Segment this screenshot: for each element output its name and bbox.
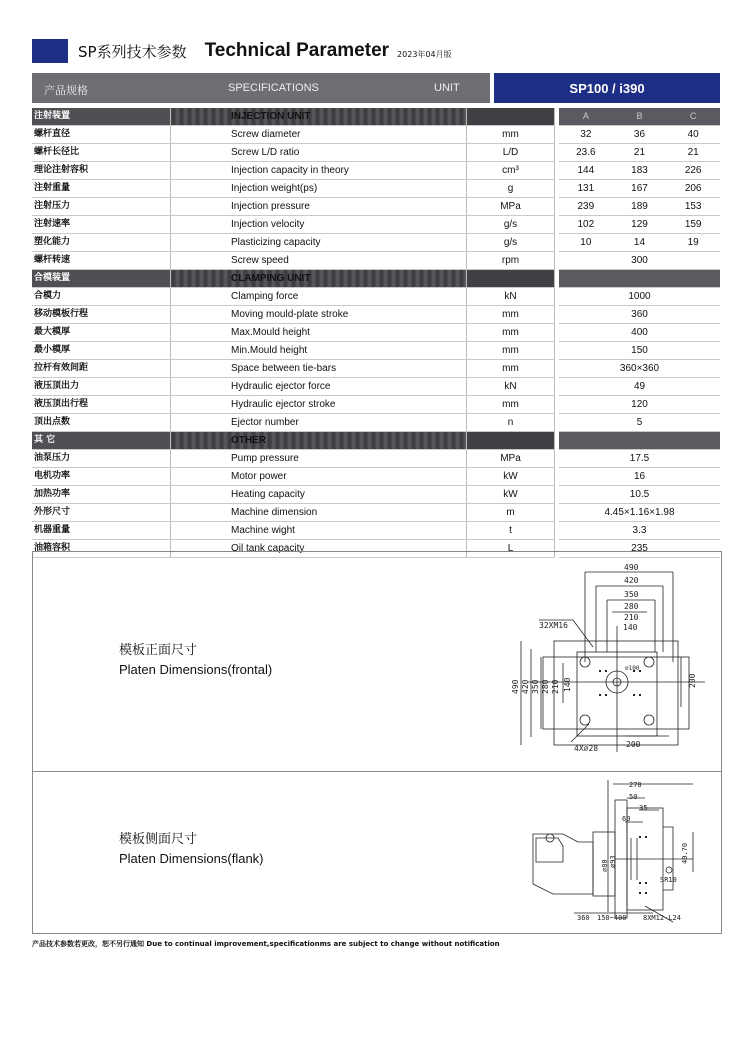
row-value: 183 xyxy=(613,162,667,180)
table-row xyxy=(32,450,720,468)
table-row xyxy=(32,306,720,324)
s-bore1: ∅80 xyxy=(601,859,609,872)
row-unit: mm xyxy=(467,306,555,324)
row-unit: L xyxy=(467,540,555,558)
header-date: 2023年04月版 xyxy=(397,49,452,59)
f-dim-420: 420 xyxy=(624,576,639,585)
f-left-140: 140 xyxy=(563,677,572,692)
row-unit: g/s xyxy=(467,216,555,234)
row-value: 14 xyxy=(613,234,667,252)
brand-square xyxy=(32,39,68,63)
row-value: 36 xyxy=(613,126,667,144)
row-unit: mm xyxy=(467,324,555,342)
row-value: 144 xyxy=(559,162,613,180)
row-spec-label: Screw L/D ratio xyxy=(171,144,467,162)
row-cn-label: 油箱容积 xyxy=(32,540,171,558)
row-spec-label: Machine dimension xyxy=(171,504,467,522)
row-cn-label: 合模装置 xyxy=(32,270,171,288)
row-spec-label: Screw speed xyxy=(171,252,467,270)
row-spec-label: Injection capacity in theory xyxy=(171,162,467,180)
row-spec-label: Plasticizing capacity xyxy=(171,234,467,252)
table-row xyxy=(32,288,720,306)
table-row xyxy=(32,126,720,144)
s-thread: 8XM12-L24 xyxy=(643,914,681,922)
f-dim-280: 280 xyxy=(624,602,639,611)
row-cn-label: 注射重量 xyxy=(32,180,171,198)
row-cn-label: 外形尺寸 xyxy=(32,504,171,522)
row-cn-label: 顶出点数 xyxy=(32,414,171,432)
row-value: 360×360 xyxy=(559,360,720,378)
col-unit-label: UNIT xyxy=(434,82,460,94)
row-value: 10 xyxy=(559,234,613,252)
row-cn-label: 螺杆转速 xyxy=(32,252,171,270)
frontal-drawing xyxy=(33,552,721,771)
table-row xyxy=(32,216,720,234)
f-left-210: 210 xyxy=(551,679,560,694)
row-cn-label: 电机功率 xyxy=(32,468,171,486)
row-unit: kW xyxy=(467,468,555,486)
row-value: 120 xyxy=(559,396,720,414)
row-value-empty xyxy=(559,432,720,450)
col-cn-label: 产品规格 xyxy=(44,85,88,97)
section-row xyxy=(32,108,720,126)
f-hole: 4X∅28 xyxy=(574,744,599,753)
row-value: 16 xyxy=(559,468,720,486)
row-value-empty xyxy=(559,270,720,288)
row-cn-label: 最大模厚 xyxy=(32,324,171,342)
f-left-280: 280 xyxy=(541,679,550,694)
row-cn-label: 塑化能力 xyxy=(32,234,171,252)
row-spec-label: Clamping force xyxy=(171,288,467,306)
row-cn-label: 移动模板行程 xyxy=(32,306,171,324)
table-row xyxy=(32,360,720,378)
f-dim-490: 490 xyxy=(624,563,639,572)
row-value: 23.6 xyxy=(559,144,613,162)
row-value: A xyxy=(559,108,613,126)
f-left-350: 350 xyxy=(531,679,540,694)
row-unit xyxy=(467,270,555,288)
row-unit: rpm xyxy=(467,252,555,270)
row-value: 40 xyxy=(666,126,720,144)
row-value: 159 xyxy=(666,216,720,234)
row-spec-label: Hydraulic ejector force xyxy=(171,378,467,396)
row-cn-label: 注射装置 xyxy=(32,108,171,126)
table-row xyxy=(32,414,720,432)
row-value: 300 xyxy=(559,252,720,270)
header-cn-title: SP系列技术参数 xyxy=(78,42,187,61)
row-cn-label: 其 它 xyxy=(32,432,171,450)
table-row xyxy=(32,522,720,540)
column-header-bar xyxy=(32,73,490,103)
f-left-420: 420 xyxy=(521,679,530,694)
row-unit: g xyxy=(467,180,555,198)
s-bottom-b: 150~400 xyxy=(597,914,627,922)
row-cn-label: 注射压力 xyxy=(32,198,171,216)
row-value: 17.5 xyxy=(559,450,720,468)
flank-en: Platen Dimensions(flank) xyxy=(119,851,264,866)
s-bottom-a: 360 xyxy=(577,914,590,922)
row-value: 129 xyxy=(613,216,667,234)
row-spec-label: Ejector number xyxy=(171,414,467,432)
row-value: 32 xyxy=(559,126,613,144)
row-cn-label: 液压顶出力 xyxy=(32,378,171,396)
f-dim-350: 350 xyxy=(624,590,639,599)
row-spec-label: Hydraulic ejector stroke xyxy=(171,396,467,414)
row-spec-label: INJECTION UNIT xyxy=(171,108,467,126)
row-unit: t xyxy=(467,522,555,540)
row-value: 10.5 xyxy=(559,486,720,504)
row-value: B xyxy=(613,108,667,126)
s-sr: SR10 xyxy=(660,876,677,884)
row-spec-label: Injection velocity xyxy=(171,216,467,234)
row-value: 1000 xyxy=(559,288,720,306)
row-spec-label: Pump pressure xyxy=(171,450,467,468)
row-value: 21 xyxy=(613,144,667,162)
f-dim-140: 140 xyxy=(623,623,638,632)
table-row xyxy=(32,486,720,504)
row-spec-label: Oil tank capacity xyxy=(171,540,467,558)
row-unit: L/D xyxy=(467,144,555,162)
row-value: 226 xyxy=(666,162,720,180)
row-unit: cm³ xyxy=(467,162,555,180)
frontal-cn: 模板正面尺寸 xyxy=(119,643,198,658)
table-row xyxy=(32,144,720,162)
section-row xyxy=(32,270,720,288)
s-dim-50: 50 xyxy=(629,793,638,801)
table-row xyxy=(32,378,720,396)
row-value: 400 xyxy=(559,324,720,342)
row-cn-label: 理论注射容积 xyxy=(32,162,171,180)
row-unit: kN xyxy=(467,288,555,306)
row-spec-label: Moving mould-plate stroke xyxy=(171,306,467,324)
row-value: 49 xyxy=(559,378,720,396)
row-value: 4.45×1.16×1.98 xyxy=(559,504,720,522)
s-dim-60: 60 xyxy=(622,815,631,823)
row-value: 19 xyxy=(666,234,720,252)
row-spec-label: Machine wight xyxy=(171,522,467,540)
table-row xyxy=(32,504,720,522)
row-cn-label: 最小模厚 xyxy=(32,342,171,360)
row-value: 235 xyxy=(559,540,720,558)
row-value: 21 xyxy=(666,144,720,162)
row-value: 153 xyxy=(666,198,720,216)
row-value: C xyxy=(666,108,720,126)
f-dim-210: 210 xyxy=(624,613,639,622)
row-value: 189 xyxy=(613,198,667,216)
row-unit: g/s xyxy=(467,234,555,252)
row-cn-label: 机器重量 xyxy=(32,522,171,540)
row-value: 102 xyxy=(559,216,613,234)
row-value: 131 xyxy=(559,180,613,198)
f-center: ∅100 xyxy=(625,665,640,672)
row-unit xyxy=(467,108,555,126)
f-right: 200 xyxy=(688,673,697,688)
row-spec-label: Heating capacity xyxy=(171,486,467,504)
f-thread: 32XM16 xyxy=(539,621,568,630)
model-header: SP100 / i390 xyxy=(494,73,720,103)
row-value: 150 xyxy=(559,342,720,360)
table-row xyxy=(32,468,720,486)
s-dim-right: 40.70 xyxy=(681,842,689,864)
table-row xyxy=(32,342,720,360)
row-cn-label: 注射速率 xyxy=(32,216,171,234)
row-spec-label: Motor power xyxy=(171,468,467,486)
row-unit: n xyxy=(467,414,555,432)
row-unit: MPa xyxy=(467,198,555,216)
row-cn-label: 螺杆直径 xyxy=(32,126,171,144)
row-value: 206 xyxy=(666,180,720,198)
row-value: 3.3 xyxy=(559,522,720,540)
row-spec-label: Max.Mould height xyxy=(171,324,467,342)
row-unit: mm xyxy=(467,342,555,360)
s-dim-35: 35 xyxy=(639,804,648,812)
spec-table xyxy=(32,108,720,558)
table-row xyxy=(32,198,720,216)
row-spec-label: Space between tie-bars xyxy=(171,360,467,378)
header-en-title: Technical Parameter xyxy=(204,40,390,61)
table-row xyxy=(32,234,720,252)
row-cn-label: 油泵压力 xyxy=(32,450,171,468)
row-unit: m xyxy=(467,504,555,522)
row-cn-label: 加热功率 xyxy=(32,486,171,504)
table-row xyxy=(32,180,720,198)
flank-panel xyxy=(32,771,722,934)
row-unit xyxy=(467,432,555,450)
footer-note: 产品技术参数若更改，恕不另行通知 Due to continual improvement,specificationms are subject to change without notification xyxy=(32,940,500,948)
frontal-en: Platen Dimensions(frontal) xyxy=(119,662,273,677)
row-spec-label: Screw diameter xyxy=(171,126,467,144)
row-unit: mm xyxy=(467,360,555,378)
col-spec-label: SPECIFICATIONS xyxy=(228,82,319,94)
table-row xyxy=(32,396,720,414)
row-spec-label: CLAMPING UNIT xyxy=(171,270,467,288)
row-unit: kN xyxy=(467,378,555,396)
f-bottom: 200 xyxy=(626,740,641,749)
table-row xyxy=(32,162,720,180)
s-bore2: ∅93 xyxy=(609,855,617,868)
s-dim-270: 270 xyxy=(629,781,642,789)
f-left-490: 490 xyxy=(511,679,520,694)
row-value: 5 xyxy=(559,414,720,432)
row-value: 239 xyxy=(559,198,613,216)
row-unit: MPa xyxy=(467,450,555,468)
row-unit: mm xyxy=(467,126,555,144)
row-cn-label: 液压顶出行程 xyxy=(32,396,171,414)
flank-cn: 模板侧面尺寸 xyxy=(119,832,198,847)
page-header xyxy=(32,38,452,64)
row-cn-label: 螺杆长径比 xyxy=(32,144,171,162)
flank-drawing xyxy=(33,772,721,933)
table-row xyxy=(32,252,720,270)
row-spec-label: OTHER xyxy=(171,432,467,450)
table-row xyxy=(32,324,720,342)
row-spec-label: Injection pressure xyxy=(171,198,467,216)
row-cn-label: 拉杆有效间距 xyxy=(32,360,171,378)
row-cn-label: 合模力 xyxy=(32,288,171,306)
row-unit: kW xyxy=(467,486,555,504)
frontal-panel xyxy=(32,551,722,772)
row-unit: mm xyxy=(467,396,555,414)
section-row xyxy=(32,432,720,450)
row-spec-label: Injection weight(ps) xyxy=(171,180,467,198)
row-spec-label: Min.Mould height xyxy=(171,342,467,360)
row-value: 360 xyxy=(559,306,720,324)
row-value: 167 xyxy=(613,180,667,198)
